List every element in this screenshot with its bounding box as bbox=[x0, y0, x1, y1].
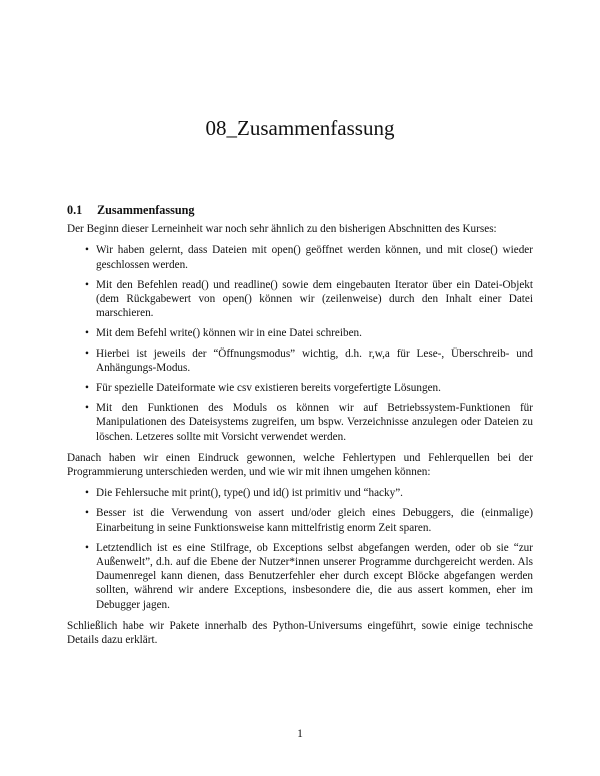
bullet-icon: • bbox=[85, 244, 89, 257]
bullet-icon: • bbox=[85, 278, 89, 291]
list-item bbox=[67, 486, 533, 500]
list-item bbox=[67, 381, 533, 395]
list-item-text: Mit den Funktionen des Moduls os können wir auf Betriebssystem-Funktionen für Manipulationen des Dateisystems zugreifen, um bspw. Verzeichnisse anzulegen oder Dateien zu löschen. Letzeres sollte mit Vorsicht verwendet werden. bbox=[96, 402, 533, 443]
list-item-text: Mit den Befehlen read() und readline() sowie dem eingebauten Iterator über ein Datei-Objekt (dem Rückgabewert von open() können wir (zeilenweise) durch den Inhalt einer Datei marschieren. bbox=[96, 278, 533, 320]
middle-paragraph: Danach haben wir einen Eindruck gewonnen, welche Fehlertypen und Fehlerquellen bei der Programmierung unterschieden werden, und wie wir mit ihnen umgehen können: bbox=[67, 451, 533, 479]
page-number: 1 bbox=[297, 728, 303, 740]
list-item bbox=[67, 243, 533, 271]
list-item-text: Hierbei ist jeweils der “Öffnungsmodus” wichtig, d.h. r,w,a für Lese-, Überschreib- und Anhängungs-Modus. bbox=[96, 347, 533, 374]
section-heading bbox=[67, 203, 533, 217]
bullet-icon: • bbox=[85, 487, 89, 500]
list-item-text: Die Fehlersuche mit print(), type() und id() ist primitiv und “hacky”. bbox=[96, 487, 403, 500]
list-item bbox=[67, 278, 533, 321]
list-item-text: Mit dem Befehl write() können wir in eine Datei schreiben. bbox=[96, 327, 362, 340]
bullet-icon: • bbox=[85, 507, 89, 520]
list-item bbox=[67, 401, 533, 444]
document-title: 08_Zusammenfassung bbox=[205, 116, 395, 140]
bullet-icon: • bbox=[85, 347, 89, 360]
list-item-text: Letztendlich ist es eine Stilfrage, ob Exceptions selbst abgefangen werden, oder ob sie “zur Außenwelt”, d.h. auf die Ebene der Nutzer*innen unserer Programme durchgereicht werden. Als Daumenregel kann dienen, dass Benutzerfehler eher durch except Blöcke abgefangen werden sollten, während wir andere Exceptions, insbesondere die, die aus assert kommen, eher im Debugger jagen. bbox=[96, 541, 533, 611]
file-operations-list bbox=[67, 243, 533, 443]
list-item-text: Besser ist die Verwendung von assert und/oder gleich eines Debuggers, die (einmalige) Einarbeitung in seine Funktionsweise kann mittelfristig enorm Zeit sparen. bbox=[96, 507, 533, 534]
list-item bbox=[67, 541, 533, 612]
bullet-icon: • bbox=[85, 541, 89, 554]
list-item bbox=[67, 347, 533, 375]
list-item bbox=[67, 506, 533, 534]
intro-paragraph: Der Beginn dieser Lerneinheit war noch sehr ähnlich zu den bisherigen Abschnitten des Kurses: bbox=[67, 223, 497, 236]
closing-paragraph: Schließlich habe wir Pakete innerhalb des Python-Universums eingeführt, sowie einige technische Details dazu erklärt. bbox=[67, 619, 533, 647]
section-title: Zusammenfassung bbox=[97, 203, 195, 217]
document-content bbox=[67, 203, 533, 654]
list-item bbox=[67, 326, 533, 340]
bullet-icon: • bbox=[85, 327, 89, 340]
list-item-text: Für spezielle Dateiformate wie csv existieren bereits vorgefertigte Lösungen. bbox=[96, 382, 441, 395]
section-number: 0.1 bbox=[67, 203, 83, 217]
bullet-icon: • bbox=[85, 402, 89, 415]
list-item-text: Wir haben gelernt, dass Dateien mit open() geöffnet werden können, und mit close() wieder geschlossen werden. bbox=[96, 244, 533, 271]
bullet-icon: • bbox=[85, 382, 89, 395]
debugging-list bbox=[67, 486, 533, 612]
